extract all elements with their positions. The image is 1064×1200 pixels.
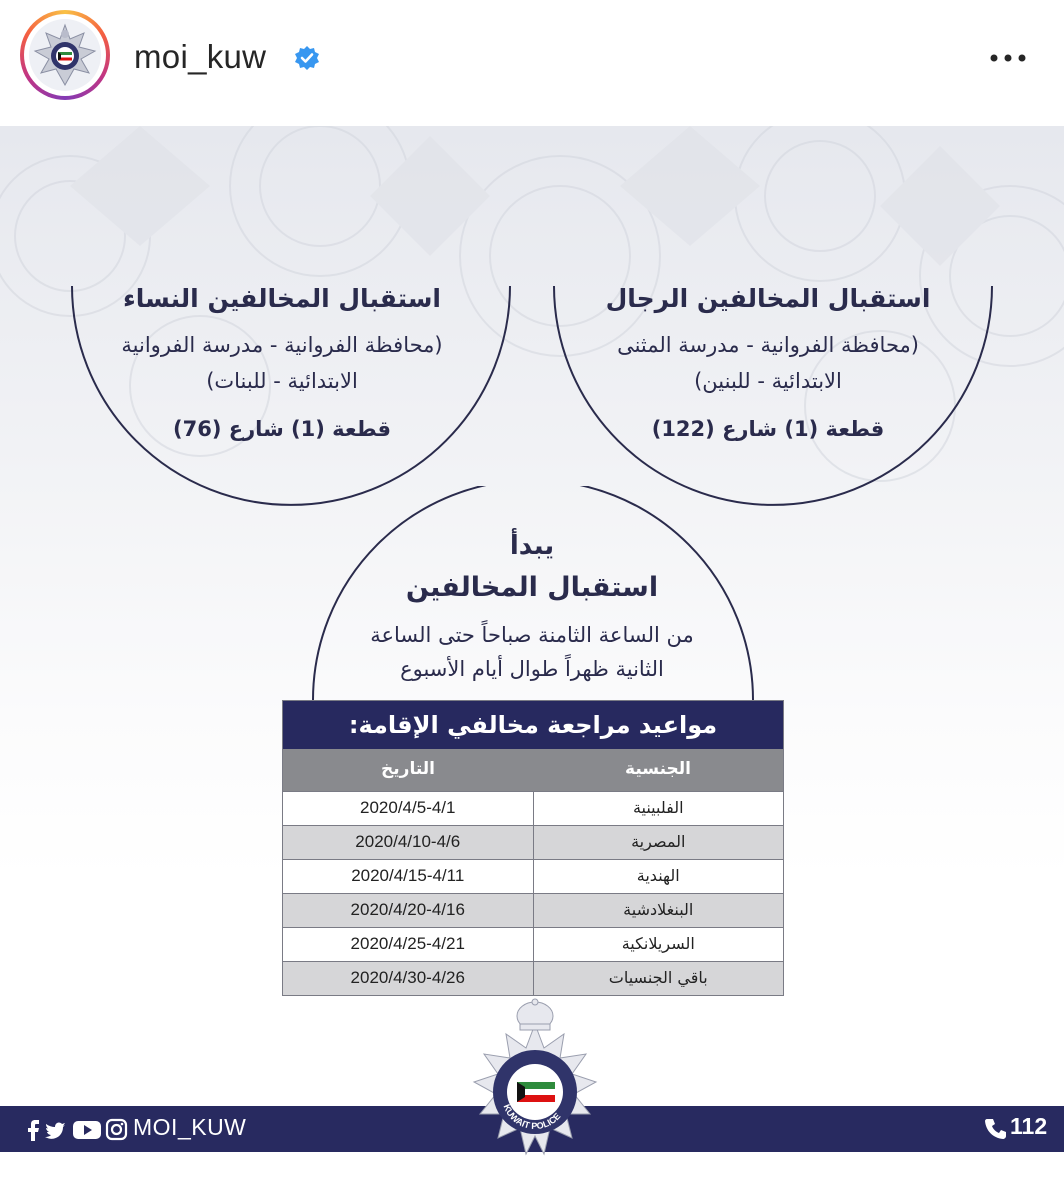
nationality-cell: السريلانكية bbox=[621, 934, 695, 953]
verified-badge-icon bbox=[294, 45, 320, 71]
women-address: قطعة (1) شارع (76) bbox=[173, 417, 391, 441]
start-reception-block bbox=[312, 526, 752, 686]
nationality-cell: الهندية bbox=[636, 866, 680, 885]
women-title: استقبال المخالفين النساء bbox=[122, 284, 442, 313]
post-header bbox=[0, 0, 1064, 122]
avatar-police-emblem-icon bbox=[29, 19, 101, 91]
date-cell: 2020/4/30-4/26 bbox=[283, 962, 534, 995]
table-row bbox=[283, 893, 783, 927]
table-row bbox=[283, 791, 783, 825]
twitter-icon bbox=[45, 1123, 65, 1139]
footer-handle: MOI_KUW bbox=[133, 1114, 247, 1140]
phone-icon bbox=[984, 1117, 1008, 1141]
date-cell: 2020/4/25-4/21 bbox=[283, 928, 534, 961]
social-icons bbox=[26, 1116, 130, 1142]
username[interactable]: moi_kuw bbox=[134, 38, 267, 75]
men-address: قطعة (1) شارع (122) bbox=[651, 417, 885, 441]
column-header-nationality: الجنسية bbox=[625, 759, 691, 779]
men-line1: (محافظة الفروانية - مدرسة المثنى bbox=[617, 333, 919, 357]
table-header-row bbox=[283, 749, 783, 791]
profile-avatar[interactable] bbox=[20, 10, 110, 100]
column-header-date: التاريخ bbox=[381, 759, 435, 779]
start-label: يبدأ bbox=[509, 531, 555, 561]
schedule-table bbox=[282, 700, 784, 996]
date-cell: 2020/4/20-4/16 bbox=[283, 894, 534, 927]
table-row bbox=[283, 859, 783, 893]
facebook-icon bbox=[28, 1120, 39, 1141]
nationality-cell: باقي الجنسيات bbox=[608, 968, 708, 987]
post-image[interactable] bbox=[0, 126, 1064, 1200]
nationality-cell: البنغلادشية bbox=[623, 900, 694, 919]
women-line1: (محافظة الفروانية - مدرسة الفروانية bbox=[121, 333, 443, 357]
badge-text: KUWAIT POLICE bbox=[501, 1102, 563, 1132]
table-title: مواعيد مراجعة مخالفي الإقامة: bbox=[283, 701, 783, 749]
start-title: استقبال المخالفين bbox=[405, 572, 659, 603]
date-cell: 2020/4/5-4/1 bbox=[283, 792, 534, 825]
table-row bbox=[283, 825, 783, 859]
women-line2: الابتدائية - للبنات) bbox=[206, 369, 358, 393]
date-cell: 2020/4/15-4/11 bbox=[283, 860, 534, 893]
more-options-icon[interactable] bbox=[988, 50, 1028, 66]
table-row bbox=[283, 961, 783, 995]
hours-line1: من الساعة الثامنة صباحاً حتى الساعة bbox=[370, 623, 694, 647]
men-line2: الابتدائية - للبنين) bbox=[694, 369, 842, 393]
date-cell: 2020/4/10-4/6 bbox=[283, 826, 534, 859]
nationality-cell: الفلبينية bbox=[632, 798, 684, 817]
kuwait-police-badge-icon bbox=[440, 996, 630, 1186]
instagram-icon bbox=[107, 1120, 126, 1139]
table-row bbox=[283, 927, 783, 961]
men-reception-block bbox=[558, 284, 978, 447]
hours-line2: الثانية ظهراً طوال أيام الأسبوع bbox=[400, 657, 664, 681]
youtube-icon bbox=[73, 1121, 101, 1139]
footer-phone-number: 112 bbox=[1010, 1113, 1048, 1139]
men-title: استقبال المخالفين الرجال bbox=[605, 284, 931, 313]
nationality-cell: المصرية bbox=[631, 832, 686, 851]
women-reception-block bbox=[72, 284, 492, 447]
